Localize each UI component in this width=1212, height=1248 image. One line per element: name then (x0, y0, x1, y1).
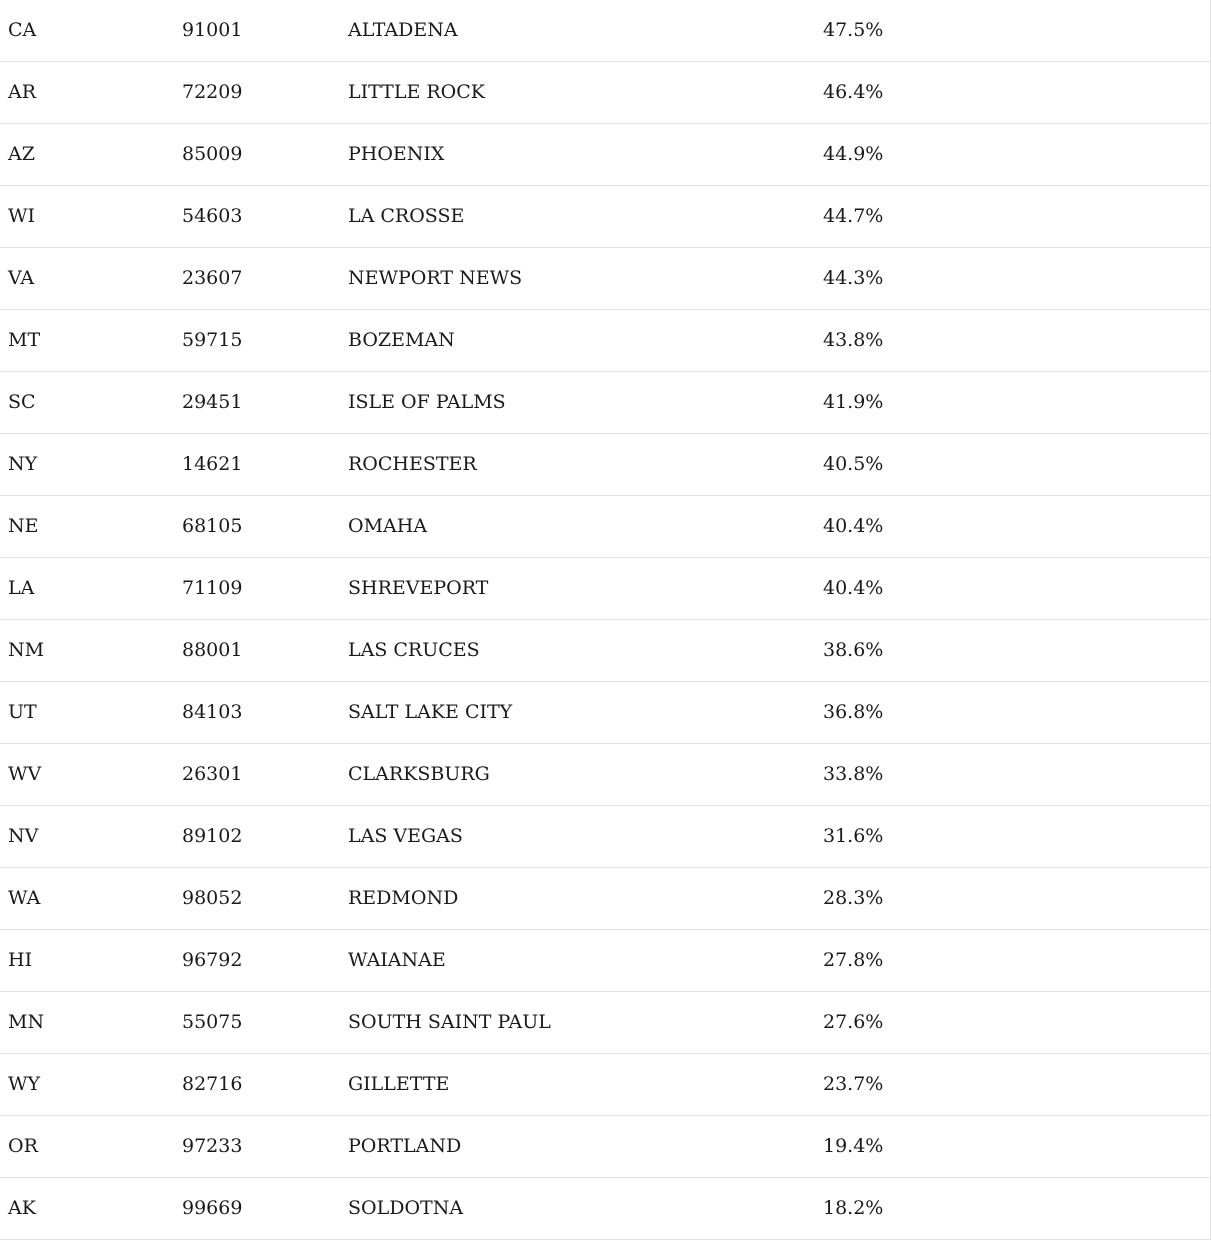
zip-cell: 96792 (182, 949, 243, 971)
table-row (0, 992, 1210, 1054)
zip-cell: 88001 (182, 639, 243, 661)
city-cell: ISLE OF PALMS (348, 391, 506, 413)
table-row (0, 1178, 1210, 1240)
percent-cell: 19.4% (823, 1135, 884, 1157)
city-cell: SOUTH SAINT PAUL (348, 1011, 551, 1033)
zip-cell: 82716 (182, 1073, 243, 1095)
zip-cell: 54603 (182, 205, 243, 227)
table-row (0, 930, 1210, 992)
percent-cell: 28.3% (823, 887, 884, 909)
state-cell: WY (8, 1073, 41, 1095)
state-cell: NM (8, 639, 45, 661)
city-cell: PHOENIX (348, 143, 445, 165)
state-cell: OR (8, 1135, 38, 1157)
state-cell: NE (8, 515, 39, 537)
state-cell: WI (8, 205, 36, 227)
city-cell: OMAHA (348, 515, 428, 537)
zip-cell: 29451 (182, 391, 243, 413)
percent-cell: 44.7% (823, 205, 884, 227)
state-cell: VA (8, 267, 35, 289)
percent-cell: 23.7% (823, 1073, 884, 1095)
city-cell: SOLDOTNA (348, 1197, 464, 1219)
percent-cell: 44.9% (823, 143, 884, 165)
percent-cell: 27.6% (823, 1011, 884, 1033)
table-row (0, 0, 1210, 62)
state-cell: MT (8, 329, 41, 351)
table-row (0, 806, 1210, 868)
zip-cell: 91001 (182, 19, 243, 41)
city-cell: ROCHESTER (348, 453, 477, 475)
table-row (0, 434, 1210, 496)
zip-cell: 71109 (182, 577, 243, 599)
city-cell: GILLETTE (348, 1073, 450, 1095)
table-row (0, 1116, 1210, 1178)
state-cell: AR (8, 81, 37, 103)
table-row (0, 186, 1210, 248)
state-cell: AK (8, 1197, 36, 1219)
percent-cell: 31.6% (823, 825, 884, 847)
state-cell: UT (8, 701, 37, 723)
percent-cell: 33.8% (823, 763, 884, 785)
state-cell: WA (8, 887, 41, 909)
state-cell: SC (8, 391, 36, 413)
table-row (0, 310, 1210, 372)
zip-cell: 72209 (182, 81, 243, 103)
zip-cell: 84103 (182, 701, 243, 723)
percent-cell: 41.9% (823, 391, 884, 413)
state-cell: WV (8, 763, 42, 785)
table-row (0, 248, 1210, 310)
zip-cell: 68105 (182, 515, 243, 537)
zip-cell: 59715 (182, 329, 243, 351)
table-row (0, 558, 1210, 620)
city-cell: LITTLE ROCK (348, 81, 485, 103)
table-row (0, 124, 1210, 186)
state-cell: CA (8, 19, 37, 41)
city-cell: LAS CRUCES (348, 639, 480, 661)
table-row (0, 496, 1210, 558)
city-cell: NEWPORT NEWS (348, 267, 523, 289)
percent-cell: 18.2% (823, 1197, 884, 1219)
table-row (0, 1054, 1210, 1116)
percent-cell: 47.5% (823, 19, 884, 41)
city-cell: WAIANAE (348, 949, 446, 971)
percent-cell: 38.6% (823, 639, 884, 661)
city-cell: LAS VEGAS (348, 825, 463, 847)
percent-cell: 44.3% (823, 267, 884, 289)
state-cell: AZ (8, 143, 35, 165)
state-cell: LA (8, 577, 35, 599)
city-cell: LA CROSSE (348, 205, 465, 227)
zip-cell: 99669 (182, 1197, 243, 1219)
city-cell: SALT LAKE CITY (348, 701, 513, 723)
city-cell: CLARKSBURG (348, 763, 490, 785)
state-cell: HI (8, 949, 33, 971)
percent-cell: 40.4% (823, 515, 884, 537)
percent-cell: 40.5% (823, 453, 884, 475)
percent-cell: 27.8% (823, 949, 884, 971)
city-cell: REDMOND (348, 887, 459, 909)
state-cell: NV (8, 825, 39, 847)
zip-cell: 98052 (182, 887, 243, 909)
state-cell: MN (8, 1011, 45, 1033)
city-cell: SHREVEPORT (348, 577, 489, 599)
zip-cell: 23607 (182, 267, 243, 289)
table-row (0, 744, 1210, 806)
city-cell: BOZEMAN (348, 329, 455, 351)
city-cell: ALTADENA (348, 19, 458, 41)
city-cell: PORTLAND (348, 1135, 462, 1157)
zip-cell: 97233 (182, 1135, 243, 1157)
zip-cell: 55075 (182, 1011, 243, 1033)
zip-cell: 26301 (182, 763, 243, 785)
table-row (0, 620, 1210, 682)
percent-cell: 43.8% (823, 329, 884, 351)
percent-cell: 40.4% (823, 577, 884, 599)
table-row (0, 62, 1210, 124)
zip-cell: 89102 (182, 825, 243, 847)
table-row (0, 682, 1210, 744)
percent-cell: 46.4% (823, 81, 884, 103)
percent-cell: 36.8% (823, 701, 884, 723)
zip-cell: 85009 (182, 143, 243, 165)
state-cell: NY (8, 453, 38, 475)
table-row (0, 868, 1210, 930)
table-row (0, 372, 1210, 434)
zip-cell: 14621 (182, 453, 243, 475)
